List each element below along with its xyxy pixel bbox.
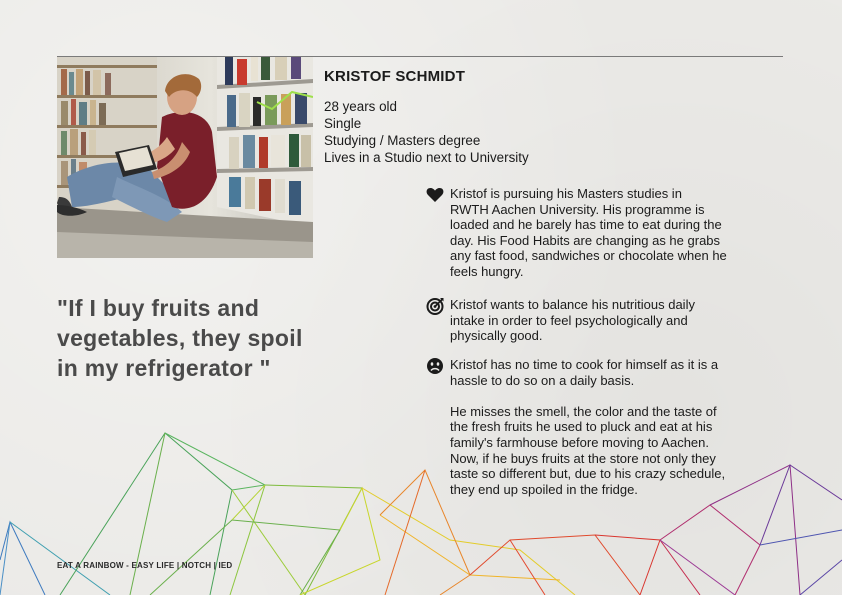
section-text bbox=[450, 357, 725, 497]
library-photo-illustration bbox=[57, 57, 313, 258]
text-line: day. His Food Habits are changing as he grabs bbox=[450, 232, 721, 248]
text-line: Kristof wants to balance his nutritious daily bbox=[450, 297, 695, 312]
fact-relationship: Single bbox=[324, 116, 362, 131]
target-icon bbox=[426, 297, 444, 315]
text-line: Kristof is pursuing his Masters studies in bbox=[450, 186, 682, 201]
fact-age: 28 years old bbox=[324, 99, 397, 114]
text-line: any fast food, sandwiches or chocolate when he bbox=[450, 248, 727, 264]
text-line: they end up spoiled in the fridge. bbox=[450, 481, 638, 497]
text-line: Kristof has no time to cook for himself as it is a bbox=[450, 357, 719, 372]
text-line-spacer bbox=[450, 388, 725, 404]
sad-face-icon bbox=[426, 357, 444, 375]
quote-line: in my refrigerator " bbox=[57, 355, 271, 381]
quote-line: vegetables, they spoil bbox=[57, 325, 303, 351]
section-text bbox=[450, 186, 727, 280]
quote-line: "If I buy fruits and bbox=[57, 295, 260, 321]
text-line: He misses the smell, the color and the taste of bbox=[450, 403, 717, 419]
section-text bbox=[450, 297, 695, 344]
text-line: intake in order to feel psychologically and bbox=[450, 312, 688, 328]
persona-quote bbox=[57, 293, 357, 383]
persona-name: KRISTOF SCHMIDT bbox=[324, 68, 466, 85]
text-line: physically good. bbox=[450, 328, 543, 344]
text-line: RWTH Aachen University. His programme is bbox=[450, 201, 705, 217]
text-line: taste so different but, due to his crazy schedule, bbox=[450, 466, 726, 482]
persona-facts bbox=[324, 98, 529, 166]
footer-text: EAT A RAINBOW - EASY LIFE | NOTCH | IED bbox=[57, 561, 233, 570]
text-line: feels hungry. bbox=[450, 263, 524, 279]
text-line: Now, if he buys fruits at the store not only they bbox=[450, 450, 716, 466]
text-line: the fresh fruits he used to pluck and eat at his bbox=[450, 419, 713, 435]
text-line: loaded and he barely has time to eat during the bbox=[450, 217, 722, 233]
fact-residence: Lives in a Studio next to University bbox=[324, 150, 529, 165]
fact-education: Studying / Masters degree bbox=[324, 133, 481, 148]
persona-photo bbox=[57, 57, 313, 258]
text-line: hassle to do so on a daily basis. bbox=[450, 372, 635, 388]
heart-icon bbox=[426, 186, 444, 204]
text-line: family's farmhouse before moving to Aachen. bbox=[450, 434, 710, 450]
